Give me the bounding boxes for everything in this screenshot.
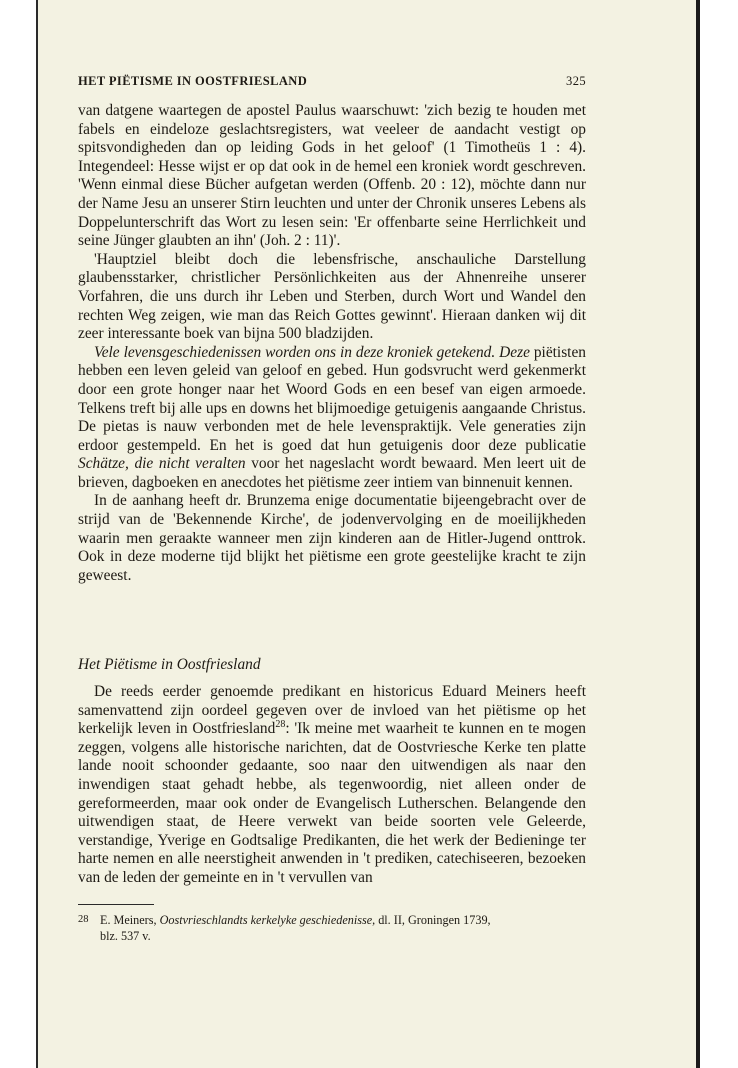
section-paragraph-1 (78, 683, 586, 888)
paragraph-3-part-b: voor het nageslacht wordt bewaard. Men leert uit de brieven, dagboeken en anecdotes het piëtisme zeer intiem van binnenuit kennen. (78, 455, 587, 491)
book-title: Schätze, die nicht veralten (78, 455, 246, 473)
footnote-line-1 (78, 912, 586, 928)
footnote-divider (78, 904, 154, 905)
paragraph-2: 'Hauptziel bleibt doch die lebensfrische, anschauliche Darstellung glaubensstarker, christlicher Persönlichkeiten aus der Ahnenreihe unserer Vorfahren, die uns durch ihr Leben und Sterben, durch Wort und Wandel den rechten Weg zeigen, wie man das Reich Gottes gewinnt'. Hieraan danken wij dit zeer interessante boek van bijna 500 bladzijden. (78, 250, 586, 343)
section-body-text (78, 683, 586, 888)
paragraph-3-italic: Vele levensgeschiedenissen worden ons in deze kroniek getekend. Deze (94, 343, 530, 361)
footnote-rest: dl. II, Groningen 1739, (375, 913, 491, 927)
section-paragraph-1-part-a: De reeds eerder genoemde predikant en historicus Eduard Meiners heeft samenvattend zijn oordeel gegeven over de invloed van het piëtisme op het kerkelijk leven in Oostfriesland (78, 683, 586, 738)
footnote-author: E. Meiners, (100, 913, 157, 927)
footnote-number: 28 (78, 914, 89, 925)
page-number: 325 (566, 74, 586, 88)
running-title: HET PIËTISME IN OOSTFRIESLAND (78, 74, 308, 88)
paragraph-3 (78, 344, 586, 493)
paragraph-4: In de aanhang heeft dr. Brunzema enige documentatie bijeengebracht over de strijd van de 'Bekennende Kirche', de jodenvervolging en de moeilijkheden waarin men geraakte wanneer men zijn kinderen aan de Hitler-Jugend onttrok. Ook in deze moderne tijd blijkt het piëtisme een grote geestelijke kracht te zijn geweest. (78, 492, 586, 584)
footnote-reference[interactable]: 28 (275, 719, 286, 731)
page-edge-left (36, 0, 38, 1068)
running-head (78, 74, 586, 89)
paragraph-3-part-a: piëtisten hebben een leven geleid van geloof en gebed. Hun godsvrucht werd gekenmerkt door een grote honger naar het Woord Gods en een besef van eigen armoede. Telkens treft bij alle ups en downs het blijmoedige getuigenis aangaande Christus. De pietas is nauw verbonden met de hele levenspraktijk. Vele generaties zijn erdoor gestempeld. En het is goed dat hun getuigenis door deze publicatie (78, 343, 586, 454)
page-edge-right (696, 0, 700, 1068)
paragraph-1: van datgene waartegen de apostel Paulus waarschuwt: 'zich bezig te houden met fabels en eindeloze geslachtsregisters, wat veeleer de aandacht vestigt op spitsvondigheden dan op leiding Gods in het geloof' (1 Timotheüs 1 : 4). Integendeel: Hesse wijst er op dat ook in de hemel een kroniek wordt geschreven. 'Wenn einmal diese Bücher aufgetan werden (Offenb. 20 : 12), möchte dann nur der Name Jesu an unserer Stirn leuchten und unter der Chronik unseres Lebens als Doppelunterschrift das Wort zu lesen sein: 'Er offenbarte seine Herrlichkeit und seine Jünger glaubten an ihn' (Joh. 2 : 11)'. (78, 102, 586, 250)
section-heading: Het Piëtisme in Oostfriesland (78, 656, 261, 673)
footnote-line-2: blz. 537 v. (100, 929, 151, 943)
footnote-title: Oostvrieschlandts kerkelyke geschiedenisse, (159, 913, 376, 927)
footnote (78, 912, 586, 944)
body-text (78, 102, 586, 585)
section-paragraph-1-part-b: : 'Ik meine met waarheit te kunnen en te mogen zeggen, volgens alle historische narichten, dat de Oostvriesche Kerke ten platte lande nooit schoonder gedaante, soo naar den uitwendigen als naar den inwendigen staat gehadt hebbe, als tegenwoordig, niet alleen onder de gereformeerden, maar ook onder de Evangelisch Lutherschen. Belangende den uitwendigen staat, de Heere verwekt van beide soorten vele Geleerde, verstandige, Yverige en Godtsalige Predikanten, die het werk der Bedieninge ter harte nemen en alle neerstigheit anwenden in 't prediken, catechiseeren, bezoeken van de leden der gemeinte en in 't vervullen van (78, 720, 586, 886)
